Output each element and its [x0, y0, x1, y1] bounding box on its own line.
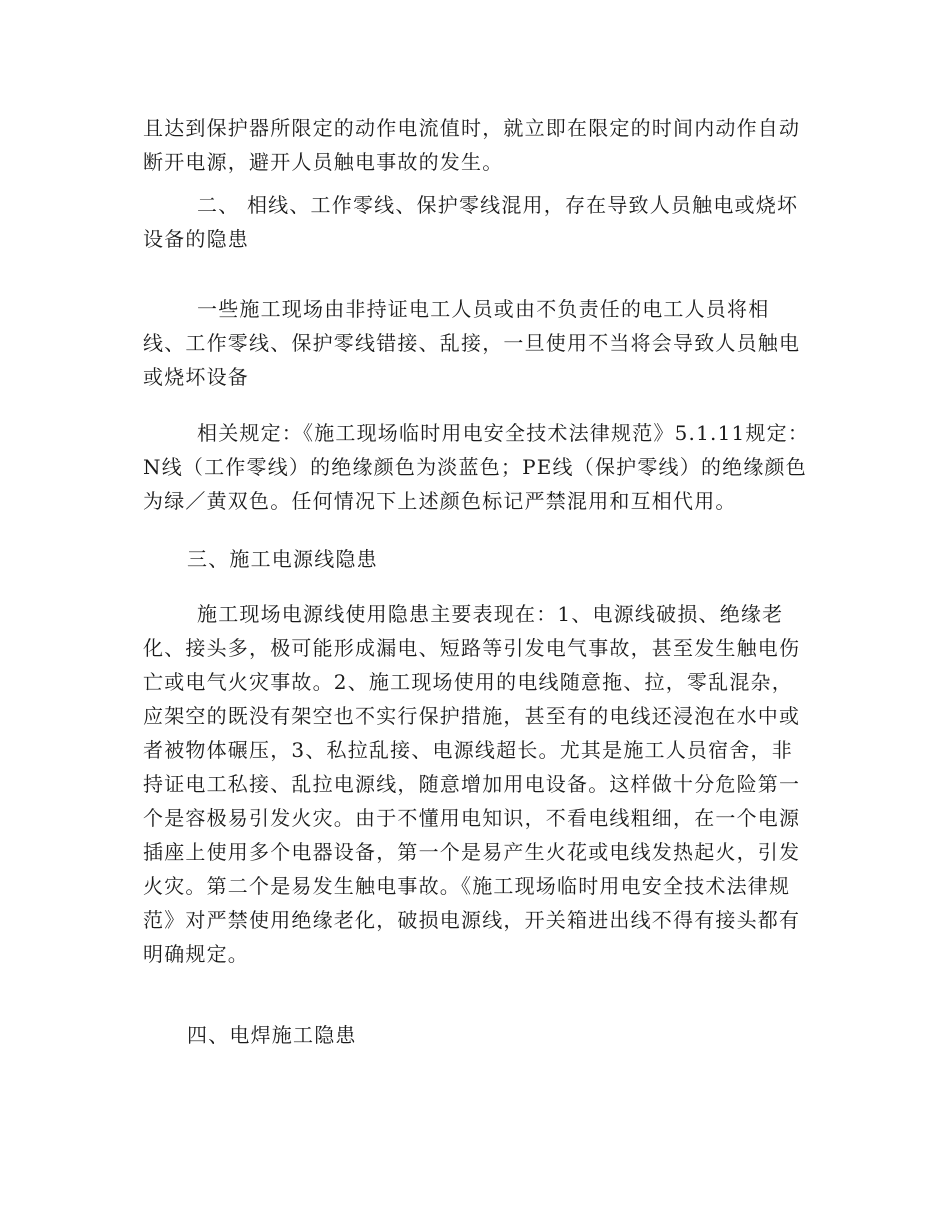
- section-heading-four: 四、电焊施工隐患: [187, 1023, 357, 1047]
- section-heading-two: 二、 相线、工作零线、保护零线混用，存在导致人员触电或烧坏设备的隐患: [143, 193, 799, 251]
- section-heading-three: 三、施工电源线隐患: [187, 547, 378, 571]
- paragraph-two-rule: 相关规定：《施工现场临时用电安全技术法律规范》5.1.11规定：N线（工作零线）的绝缘颜色为淡蓝色；PE线（保护零线）的绝缘颜色为绿／黄双色。任何情况下上述颜色标记严禁混用和互相代用。: [143, 421, 810, 513]
- paragraph-intro: 且达到保护器所限定的动作电流值时，就立即在限定的时间内动作自动断开电源，避开人员触电事故的发生。: [143, 116, 801, 174]
- paragraph-two-body: 一些施工现场由非持证电工人员或由不负责任的电工人员将相线、工作零线、保护零线错接、乱接，一旦使用不当将会导致人员触电或烧坏设备: [143, 297, 801, 389]
- paragraph-three-body: 施工现场电源线使用隐患主要表现在：1、电源线破损、绝缘老化、接头多，极可能形成漏电、短路等引发电气事故，甚至发生触电伤亡或电气火灾事故。2、施工现场使用的电线随意拖、拉，零乱混杂，应架空的既没有架空也不实行保护措施，甚至有的电线还浸泡在水中或者被物体碾压，3、私拉乱接、电源线超长。尤其是施工人员宿舍，非持证电工私接、乱拉电源线，随意增加用电设备。这样做十分危险第一个是容极易引发火灾。由于不懂用电知识，不看电线粗细，在一个电源插座上使用多个电器设备，第一个是易产生火花或电线发热起火，引发火灾。第二个是易发生触电事故。《施工现场临时用电安全技术法律规范》对严禁使用绝缘老化，破损电源线，开关箱进出线不得有接头都有明确规定。: [143, 602, 801, 966]
